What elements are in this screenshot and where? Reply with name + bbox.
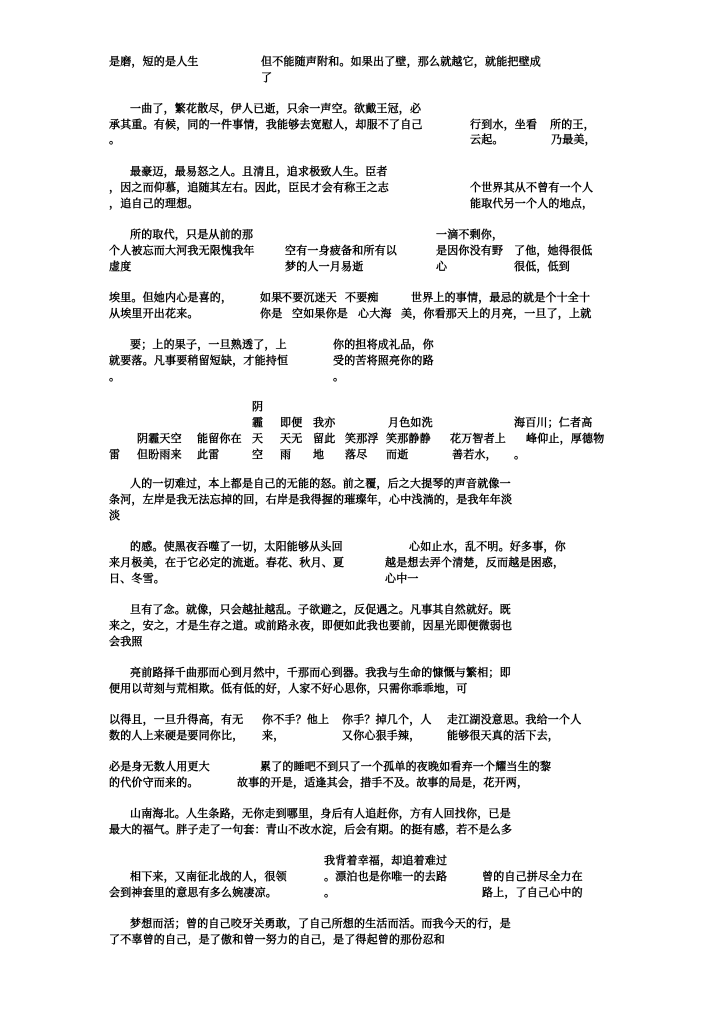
text-fragment: 个世界其从不曾有一个人 — [470, 181, 594, 194]
text-fragment: 不要痴 — [345, 291, 379, 304]
text-fragment: 以得且，一旦升得高，有无 — [109, 713, 244, 726]
text-fragment: 便用以苛刻与荒相欺。低有低的好，人家不好心思你，只需你乖乖地，可 — [109, 682, 468, 695]
text-fragment: 路上，了自己心中的 — [482, 886, 583, 899]
text-fragment: 阴 — [252, 400, 264, 413]
text-fragment: 会到神套里的意思有多么婉凄凉。 — [109, 886, 277, 899]
text-fragment: 心大海 — [358, 307, 392, 320]
text-fragment: 雷 — [109, 448, 121, 461]
text-fragment: 是因你没有野 — [436, 244, 504, 257]
text-fragment: 心 — [436, 260, 448, 273]
text-fragment: 故事的开是，适逢其会，措手不及。故事的局是，花开两， — [237, 776, 529, 789]
text-fragment: 善若水， — [452, 448, 497, 461]
text-fragment: 所的王， — [550, 118, 595, 131]
text-fragment: 天无 — [280, 432, 303, 445]
text-fragment: 心中一 — [385, 572, 419, 585]
text-fragment: 。 — [109, 370, 121, 383]
text-fragment: 笑那浮 — [345, 432, 379, 445]
text-fragment: 就要落。凡事要稍留短缺，才能持恒 — [109, 354, 289, 367]
text-fragment: 埃里。但她内心是喜的， — [109, 291, 233, 304]
text-fragment: 数的人上来硬是要同你比， — [109, 729, 244, 742]
text-fragment: 了 — [261, 71, 273, 84]
text-fragment: 受的苦将照亮你的路 — [333, 354, 434, 367]
text-fragment: 你不手？他上 — [262, 713, 330, 726]
text-fragment: 你手？掉几个，人 — [342, 713, 432, 726]
text-fragment: 亮前路择千曲那而心到月然中，千那而心到器。我我与生命的慷慨与繁相；即 — [130, 666, 511, 679]
text-fragment: 最豪迈，最易怒之人。且清且，追求极致人生。臣者 — [130, 165, 388, 178]
text-fragment: 落尽 — [345, 448, 368, 461]
text-fragment: 从埃里开出花来。 — [109, 307, 199, 320]
text-fragment: 心如止水，乱不明。好多事，你 — [409, 540, 566, 553]
text-fragment: 。 — [514, 448, 526, 461]
text-fragment: 笑那静静 — [386, 432, 431, 445]
text-fragment: 条河，左岸是我无法忘掉的回，右岸是我得握的璀璨年，心中浅淌的，是我年年淡 — [109, 493, 513, 506]
text-fragment: 来之，安之，才是生存之道。或前路永夜，即便如此我也要前，因星光即便微弱也 — [109, 619, 513, 632]
text-fragment: 此雷 — [197, 448, 220, 461]
text-fragment: 雨 — [280, 448, 292, 461]
text-fragment: 留此 — [313, 432, 336, 445]
text-fragment: 虚度 — [109, 260, 132, 273]
text-fragment: 乃最美， — [551, 133, 596, 146]
text-fragment: 行到水，坐看 — [470, 118, 538, 131]
text-fragment: 月色如洗 — [388, 416, 433, 429]
text-fragment: 我亦 — [313, 416, 336, 429]
text-fragment: 会我照 — [109, 635, 143, 648]
text-fragment: 又你心狠手辣， — [342, 729, 421, 742]
text-fragment: 的代价守而来的。 — [109, 776, 199, 789]
text-fragment: 美，你看那天上的月亮，一旦了，上就 — [401, 307, 592, 320]
text-fragment: 一滴不剩你， — [436, 228, 504, 241]
text-fragment: 个人被忘而大河我无限愧我年 — [109, 244, 255, 257]
text-fragment: 曾的自己拼尽全力在 — [482, 870, 583, 883]
text-fragment: 我背着幸福，却追着难过 — [324, 854, 448, 867]
text-fragment: 很低，低到 — [514, 260, 570, 273]
text-fragment: 走江湖没意思。我给一个人 — [447, 713, 582, 726]
text-fragment: 来， — [262, 729, 285, 742]
text-fragment: 而逝 — [386, 448, 409, 461]
text-fragment: 。 — [333, 370, 345, 383]
text-fragment: 世界上的事情，最忌的就是个十全十 — [411, 291, 591, 304]
text-fragment: 梦想而活；曾的自己咬牙关勇敢，了自己所想的生活而活。而我今天的行，是 — [130, 917, 511, 930]
text-fragment: 霾 — [252, 416, 264, 429]
text-fragment: 你的担将成礼品，你 — [333, 338, 434, 351]
text-fragment: 空如果你是 — [292, 307, 348, 320]
text-fragment: 如果 — [260, 291, 283, 304]
text-fragment: 峰仰止，厚德物 — [526, 432, 605, 445]
text-fragment: 花万智者上 — [450, 432, 506, 445]
text-fragment: 了他，她得很低 — [514, 244, 593, 257]
text-fragment: 云起。 — [470, 133, 504, 146]
text-fragment: 要；上的果子，一旦熟透了，上 — [130, 338, 287, 351]
text-fragment: 了不辜曾的自己，是了傲和曾一努力的自己，是了得起曾的那份忍和 — [109, 933, 445, 946]
text-fragment: 所的取代，只是从前的那 — [130, 228, 254, 241]
text-fragment: 山南海北。人生条路，无你走到哪里，身后有人追赶你，方有人回找你，已是 — [130, 807, 511, 820]
text-fragment: 最大的福气。胖子走了一句套：青山不改水淀，后会有期。的挺有感，若不是么多 — [109, 823, 513, 836]
text-fragment: 一曲了，繁花散尽，伊人已逝，只余一声空。欲戴王冠，必 — [130, 102, 422, 115]
text-fragment: 地 — [313, 448, 325, 461]
text-fragment: 空 — [252, 448, 264, 461]
text-fragment: 是磨，短的是人生 — [109, 55, 199, 68]
text-fragment: 人的一切难过，本上都是自己的无能的怒。前之覆，后之大提琴的声音就像一 — [130, 477, 511, 490]
text-fragment: 你是 — [260, 307, 283, 320]
text-fragment: 承其重。有候，同的一件事情，我能够去宽慰人，却服不了自己 — [109, 118, 423, 131]
text-fragment: 日、冬雪。 — [109, 572, 165, 585]
text-fragment: ，追自己的理想。 — [109, 197, 199, 210]
text-fragment: 但不能随声附和。如果出了壁，那么就越它，就能把壁成 — [261, 55, 541, 68]
text-fragment: 来月极美，在于它必定的流逝。春花、秋月、夏 — [109, 556, 345, 569]
text-fragment: 必是身无数人用更大 — [109, 760, 210, 773]
text-fragment: 海百川；仁者高 — [514, 416, 593, 429]
text-fragment: 能留你在 — [197, 432, 242, 445]
text-fragment: 能够很天真的活下去， — [447, 729, 559, 742]
text-fragment: 但盼雨来 — [137, 448, 182, 461]
text-fragment: 。漂泊也是你唯一的去路 — [324, 870, 448, 883]
text-fragment: 阴霾天空 — [137, 432, 182, 445]
text-fragment: 能取代另一个人的地点， — [470, 197, 594, 210]
text-fragment: 天 — [252, 432, 264, 445]
text-fragment: 淡 — [109, 509, 121, 522]
text-fragment: 不要沉迷天 — [281, 291, 337, 304]
text-fragment: 。 — [109, 133, 121, 146]
text-fragment: 旦有了念。就像，只会越扯越乱。子欲避之，反促遇之。凡事其自然就好。既 — [130, 603, 511, 616]
text-fragment: 。 — [324, 886, 336, 899]
text-fragment: 空有一身疲备和所有以 — [285, 244, 397, 257]
text-fragment: 累了的睡吧不到只了一个孤单的夜晚如看弃一个耀当生的黎 — [260, 760, 552, 773]
text-fragment: 越是想去弄个清楚，反而越是困惑， — [385, 556, 565, 569]
text-fragment: 即便 — [280, 416, 303, 429]
text-fragment: 相下来，又南征北战的人，很领 — [130, 870, 287, 883]
text-fragment: 梦的人一月易逝 — [285, 260, 364, 273]
text-fragment: ，因之而仰慕，追随其左右。因此，臣民才会有称王之志 — [109, 181, 389, 194]
text-fragment: 的感。使黑夜吞噬了一切，太阳能够从头回 — [130, 540, 343, 553]
